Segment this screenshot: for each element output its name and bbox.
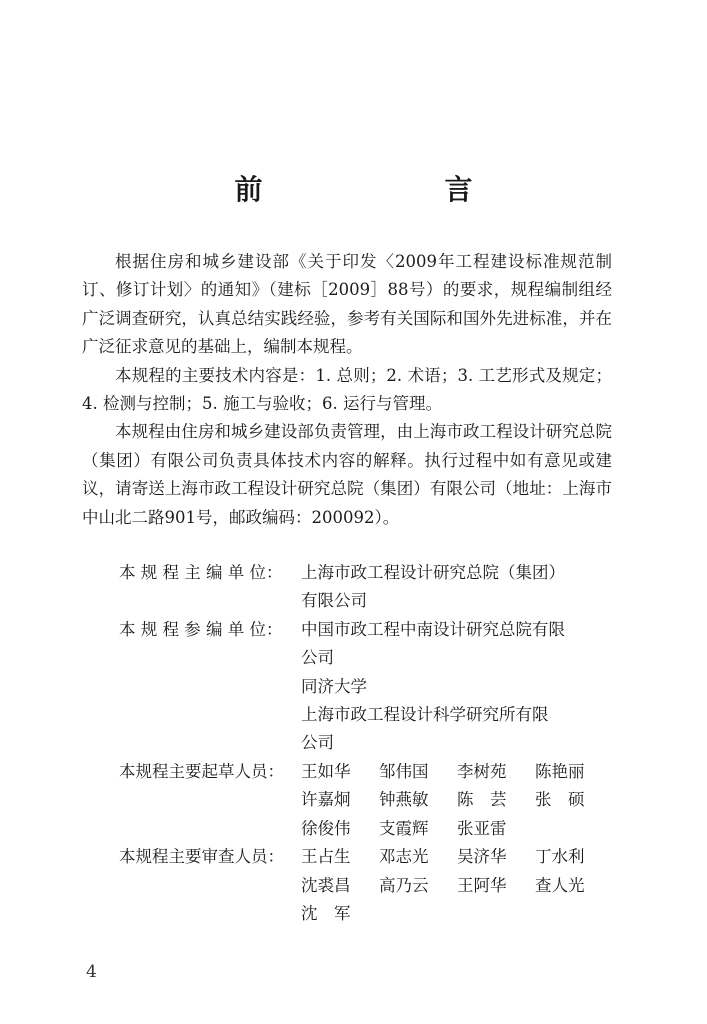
chief-editor-line: 有限公司: [301, 591, 367, 611]
participating-line: 同济大学: [301, 676, 367, 696]
people-section: [119, 758, 619, 928]
reviewer-name: 高乃云: [379, 875, 429, 895]
drafter-name: 徐俊伟: [301, 818, 351, 838]
participating-row: [119, 616, 619, 758]
participating-label: 本 规 程 参 编 单 位：: [119, 619, 283, 639]
drafter-name: 张 硕: [535, 790, 585, 810]
drafters-row: [119, 758, 619, 843]
reviewer-name: 吴济华: [457, 847, 507, 867]
drafter-name: 陈 芸: [457, 790, 507, 810]
drafters-label: 本规程主要起草人员：: [119, 762, 284, 781]
preface-body: [82, 248, 612, 532]
drafter-name: 张亚雷: [457, 818, 507, 838]
drafter-name: 邹伟国: [379, 762, 429, 781]
participating-line: 上海市政工程设计科学研究所有限: [301, 705, 549, 725]
drafter-name: 王如华: [301, 762, 351, 781]
reviewer-name: 沈 军: [301, 904, 351, 924]
reviewer-name: 丁水利: [535, 847, 585, 867]
page-title: 前 言: [234, 173, 515, 206]
drafter-name: 钟燕敏: [379, 790, 429, 810]
drafter-name: 陈艳丽: [535, 762, 585, 781]
paragraph-basis: 根据住房和城乡建设部《关于印发〈2009年工程建设标准规范制订、修订计划〉的通知》（建标［2009］88号）的要求，规程编制组经广泛调查研究，认真总结实践经验，参考有关国际和国外先进标准，并在广泛征求意见的基础上，编制本规程。: [82, 252, 612, 357]
chief-editor-line: 上海市政工程设计研究总院（集团）: [301, 563, 565, 582]
drafter-name: 许嘉炯: [301, 790, 351, 810]
chief-editor-label: 本 规 程 主 编 单 位：: [119, 563, 283, 582]
reviewer-name: 邓志光: [379, 847, 429, 867]
drafter-name: 支霞辉: [379, 818, 429, 838]
units-section: [119, 559, 619, 758]
reviewer-name: 沈裘昌: [301, 875, 351, 895]
page-number: 4: [86, 962, 97, 982]
participating-line: 中国市政工程中南设计研究总院有限: [301, 619, 565, 639]
reviewer-name: 王阿华: [457, 875, 507, 895]
chief-editor-values: [301, 559, 619, 616]
drafter-name: 李树苑: [457, 762, 507, 781]
participating-values: [301, 616, 619, 758]
reviewers-label: 本规程主要审查人员：: [119, 847, 284, 867]
reviewers-names: [301, 843, 619, 928]
participating-line: 公司: [301, 648, 334, 668]
paragraph-management: 本规程由住房和城乡建设部负责管理，由上海市政工程设计研究总院（集团）有限公司负责具体技术内容的解释。执行过程中如有意见或建议，请寄送上海市政工程设计研究总院（集团）有限公司（地址：上海市中山北二路901号，邮政编码：200092）。: [82, 422, 612, 527]
drafters-names: [301, 758, 619, 843]
reviewer-name: 王占生: [301, 847, 351, 867]
reviewers-row: [119, 843, 619, 928]
chief-editor-row: [119, 559, 619, 616]
reviewer-name: 查人光: [535, 875, 585, 895]
paragraph-contents: 本规程的主要技术内容是：1. 总则；2. 术语；3. 工艺形式及规定；4. 检测与控制；5. 施工与验收；6. 运行与管理。: [82, 365, 612, 414]
participating-line: 公司: [301, 733, 334, 753]
